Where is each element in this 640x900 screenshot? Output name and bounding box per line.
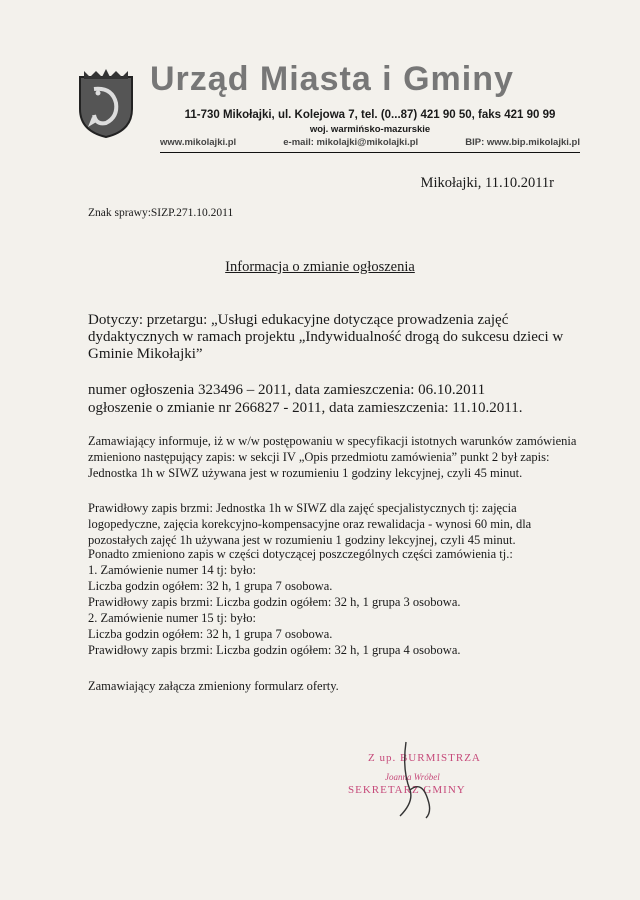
list-item: Prawidłowy zapis brzmi: Liczba godzin ogółem: 32 h, 1 grupa 3 osobowa. <box>88 595 461 609</box>
header-divider <box>160 152 580 153</box>
body-paragraph: Zamawiający informuje, iż w w/w postępowaniu w specyfikacji istotnych warunków zamówienia zmieniono następujący zapis: w sekcji IV „Opis przedmiotu zamówienia” punkt 2 był zapis: Jednostka 1h w SIWZ używana jest w rozumieniu 1 godziny lekcyjnej, czyli 45 minut. <box>88 434 577 480</box>
closing-sentence: Zamawiający załącza zmieniony formularz oferty. <box>88 679 339 693</box>
email: e-mail: mikolajki@mikolajki.pl <box>283 137 419 148</box>
document-date: Mikołajki, 11.10.2011r <box>420 175 554 191</box>
list-item: Prawidłowy zapis brzmi: Liczba godzin ogółem: 32 h, 1 grupa 4 osobowa. <box>88 643 461 657</box>
list-item: 2. Zamówienie numer 15 tj: było: <box>88 611 257 625</box>
list-item: Liczba godzin ogółem: 32 h, 1 grupa 7 osobowa. <box>88 579 333 593</box>
handwritten-signature <box>330 740 510 820</box>
list-item: Ponadto zmieniono zapis w części dotyczącej poszczególnych części zamówienia tj.: <box>88 547 513 561</box>
stamp-line: Joanna Wróbel <box>385 772 440 782</box>
stamp-line: SEKRETARZ GMINY <box>348 784 466 796</box>
notice-numbers <box>88 381 588 417</box>
voivodeship: woj. warmińsko-mazurskie <box>309 124 431 135</box>
website: www.mikolajki.pl <box>160 137 237 148</box>
list-item: 1. Zamówienie numer 14 tj: było: <box>88 563 257 577</box>
list-item: Liczba godzin ogółem: 32 h, 1 grupa 7 osobowa. <box>88 627 333 641</box>
official-stamp <box>330 740 510 820</box>
organization-name: Urząd Miasta i Gminy <box>150 60 514 98</box>
subject-paragraph: Dotyczy: przetargu: „Usługi edukacyjne dotyczące prowadzenia zajęć dydaktycznych w ramach projektu „Indywidualność drogą do sukcesu dzieci w Gminie Mikołajki” <box>88 312 564 362</box>
bip-link: BIP: www.bip.mikolajki.pl <box>465 137 580 148</box>
coat-of-arms-logo <box>76 67 136 139</box>
organization-address: 11-730 Mikołajki, ul. Kolejowa 7, tel. (0...87) 421 90 50, faks 421 90 99 <box>184 109 556 121</box>
contact-line <box>160 137 580 148</box>
case-reference: Znak sprawy:SIZP.271.10.2011 <box>88 207 234 219</box>
document-title: Informacja o zmianie ogłoszenia <box>225 259 415 275</box>
body-paragraph: Prawidłowy zapis brzmi: Jednostka 1h w SIWZ dla zajęć specjalistycznych tj: zajęcia logopedyczne, zajęcia korekcyjno-kompensacyjne oraz rewalidacja - wynosi 60 min, dla pozostałych zajęć 1h używana jest w rozumieniu 1 godziny lekcyjnej, czyli 45 minut. <box>88 501 532 547</box>
changes-list <box>88 546 588 658</box>
stamp-line: Z up. BURMISTRZA <box>368 752 481 764</box>
notice-line: ogłoszenie o zmianie nr 266827 - 2011, data zamieszczenia: 11.10.2011. <box>88 400 523 416</box>
notice-line: numer ogłoszenia 323496 – 2011, data zamieszczenia: 06.10.2011 <box>88 382 486 398</box>
